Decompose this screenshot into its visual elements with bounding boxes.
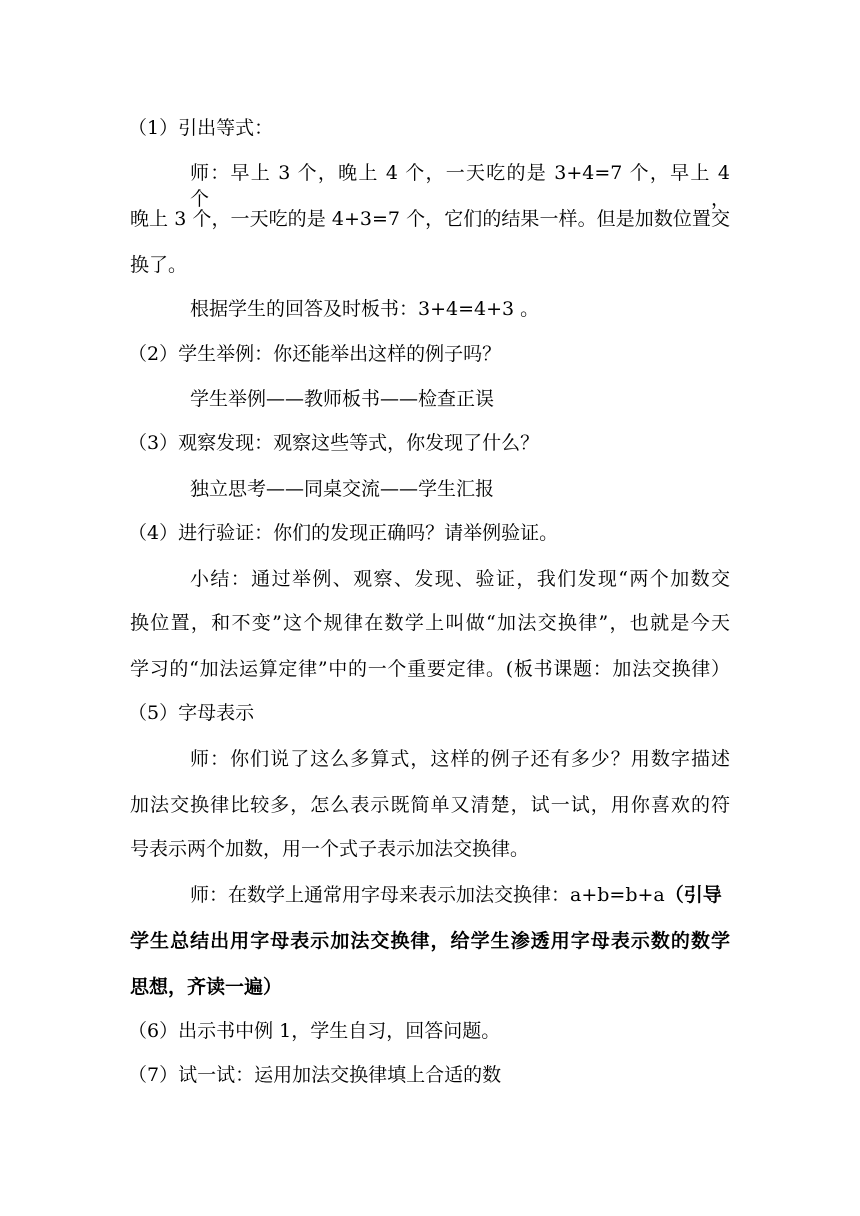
section-2-heading: （2）学生举例：你还能举出这样的例子吗？ [128,343,502,365]
paragraph-1-line-3: 换了。 [130,254,188,276]
formula-line [190,882,722,908]
section-6-heading: （6）出示书中例 1，学生自习，回答问题。 [128,1020,501,1042]
section-3-flow: 独立思考——同桌交流——学生汇报 [190,478,495,500]
bold-note-start: （引导 [664,884,722,906]
section-2-flow: 学生举例——教师板书——检查正误 [190,388,495,410]
paragraph-1-line-2: 晚上 3 个，一天吃的是 4+3=7 个，它们的结果一样。但是加数位置交 [130,208,730,230]
paragraph-5-line-2: 加法交换律比较多，怎么表示既简单又清楚，试一试，用你喜欢的符 [130,794,730,816]
bold-note-line-3: 思想，齐读一遍） [130,976,283,998]
bold-note-line-2: 学生总结出用字母表示加法交换律，给学生渗透用字母表示数的数学 [130,930,730,952]
paragraph-5-line-3: 号表示两个加数，用一个式子表示加法交换律。 [130,838,530,860]
paragraph-1-line-1: 师：早上 3 个，晚上 4 个，一天吃的是 3+4=7 个，早上 4 个， [190,162,730,210]
summary-line-3: 学习的“加法运算定律”中的一个重要定律。(板书课题：加法交换律） [130,658,730,680]
summary-line-2: 换位置，和不变”这个规律在数学上叫做“加法交换律”，也就是今天 [130,612,730,634]
board-writing-line: 根据学生的回答及时板书：3+4=4+3 。 [190,298,540,320]
formula-text: 师：在数学上通常用字母来表示加法交换律：a+b=b+a [190,884,665,906]
paragraph-5-line-1: 师：你们说了这么多算式，这样的例子还有多少？用数字描述 [190,748,730,770]
section-1-heading: （1）引出等式： [128,117,274,139]
section-3-heading: （3）观察发现：观察这些等式，你发现了什么？ [128,432,540,454]
section-5-heading: （5）字母表示 [128,702,255,724]
section-4-heading: （4）进行验证：你们的发现正确吗？请举例验证。 [128,522,559,544]
summary-line-1: 小结：通过举例、观察、发现、验证，我们发现“两个加数交 [190,568,730,590]
section-7-heading: （7）试一试：运用加法交换律填上合适的数 [128,1064,502,1086]
